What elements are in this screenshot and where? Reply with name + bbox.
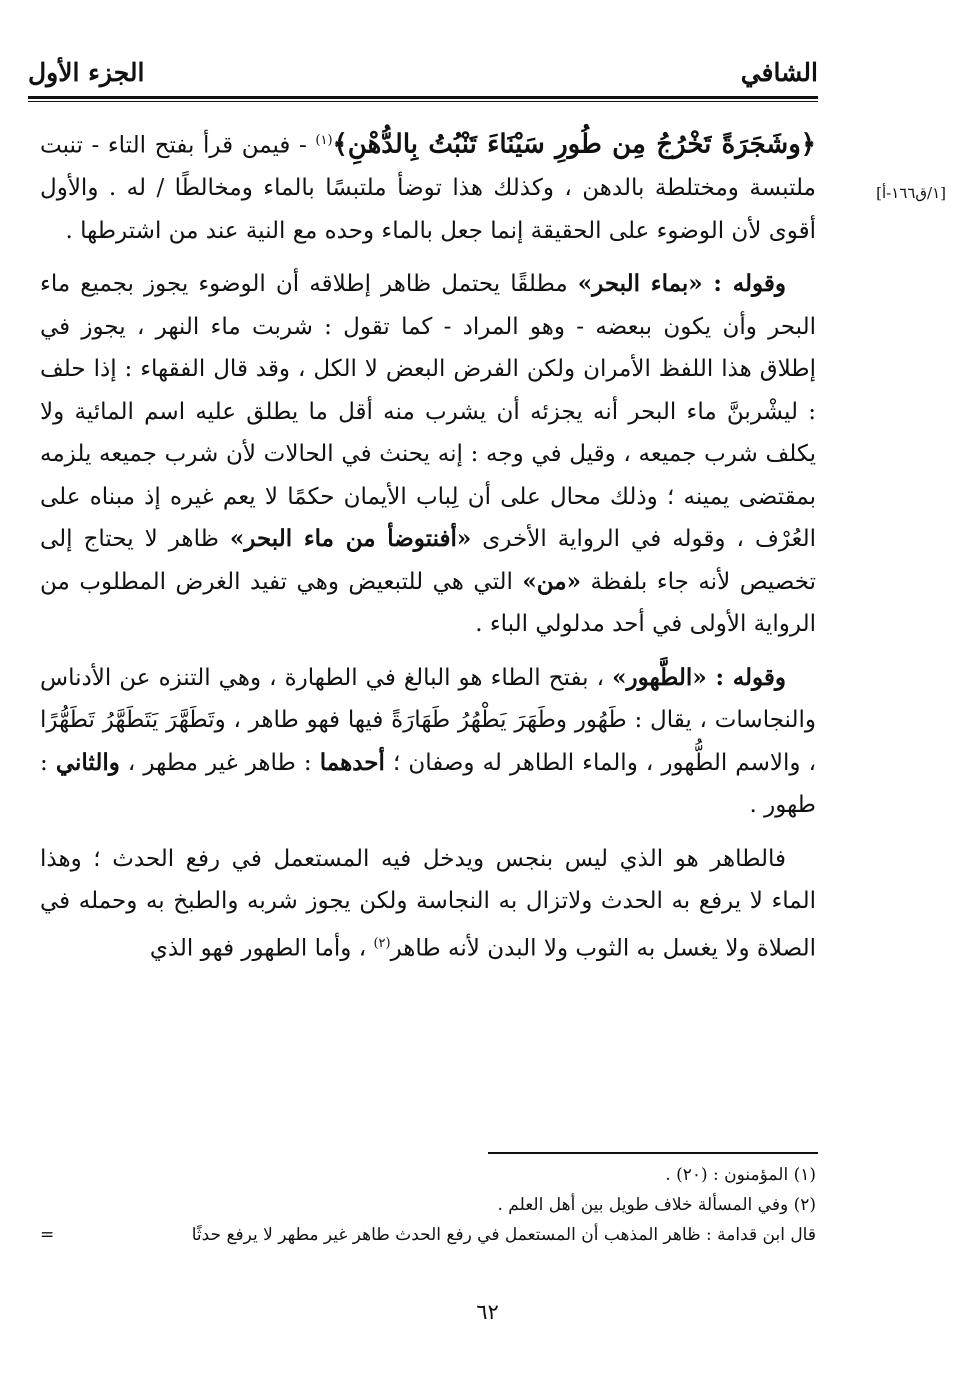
footnote-ref-2: (٢) <box>373 935 391 951</box>
part-label: الجزء الأول <box>28 58 145 87</box>
paragraph-4 <box>40 838 816 970</box>
paragraph-4-text-2: ، وأما الطهور فهو الذي <box>149 935 374 962</box>
footnote-1: (١) المؤمنون : (٢٠) . <box>665 1165 816 1185</box>
footnote-separator <box>488 1152 818 1154</box>
header-rule-thick <box>28 96 818 99</box>
book-title: الشافي <box>740 58 818 87</box>
page-number: ٦٢ <box>476 1300 499 1324</box>
paragraph-3-text-3: : طهور . <box>40 749 816 819</box>
term-sea-water: «بماء البحر» <box>577 270 703 298</box>
paragraph-2-lead: وقوله : <box>702 270 787 298</box>
quran-verse: ﴿وشَجَرَةً تَخْرُجُ مِن طُورِ سَيْنَاءَ تَنْبُتُ بِالدُّهْنِ﴾ <box>332 129 817 160</box>
term-min: «من» <box>522 567 581 595</box>
paragraph-2-text-2: ظاهر لا يحتاج إلى تخصيص لأنه جاء بلفظة <box>40 526 817 595</box>
paragraph-2 <box>40 263 816 646</box>
footnote-continuation-text: قال ابن قدامة : ظاهر المذهب أن المستعمل في رفع الحدث طاهر غير مطهر لا يرفع حدثًا <box>191 1225 816 1245</box>
footnote-ref-1: (١) <box>315 133 333 148</box>
term-second: والثاني <box>55 748 120 776</box>
paragraph-1 <box>40 120 816 252</box>
main-text <box>40 120 816 981</box>
header-rule-thin <box>28 101 818 102</box>
paragraph-3 <box>40 657 816 827</box>
paragraph-3-lead: وقوله : <box>706 663 787 691</box>
term-tahur: «الطَّهور» <box>612 663 707 691</box>
paragraph-2-text-1: مطلقًا يحتمل ظاهر إطلاقه أن الوضوء يجوز بجميع ماء البحر وأن يكون ببعضه - وهو المراد - كما تقول : شربت ماء النهر ، يجوز في إطلاق هذا اللفظ الأمران ولكن الفرض البعض لا الكل ، وقد قال الفقهاء : إذا حلف : ليشْربنَّ ماء البحر أنه يجزئه أن يشرب منه أقل ما يطلق عليه اسم المائية ولا يكلف شرب جميعه ، وقيل في وجه : إنه يحنث في الحالات لأن شرب جميعه يلزمه بمقتضى يمينه ؛ وذلك محال على أن لِباب الأيمان حكمًا لا يعم غيره إذ مبناه على العُرْف ، وقوله في الرواية الأخرى <box>40 271 816 553</box>
footnote-continuation <box>40 1220 816 1250</box>
paragraph-3-text-2: : طاهر غير مطهر ، <box>119 749 320 776</box>
page-header <box>28 52 818 100</box>
term-first: أحدهما <box>319 748 385 776</box>
footnote-2: (٢) وفي المسألة خلاف طويل بين أهل العلم . <box>497 1195 816 1215</box>
paragraph-1-text: - فيمن قرأ بفتح التاء - تنبت ملتبسة ومختلطة بالدهن ، وكذلك هذا توضأ ملتبسًا بالماء ومخالطًا / له . والأول أقوى لأن الوضوء على الحقيقة إنما جعل بالماء وحده مع النية عند من اشترطها . <box>40 132 816 244</box>
paragraph-2-text-3: التي هي للتبعيض وهي تفيد الغرض المطلوب من الرواية الأولى في أحد مدلولي الباء . <box>40 568 816 638</box>
footnotes <box>40 1160 816 1250</box>
paragraph-4-text-1: فالطاهر هو الذي ليس بنجس ويدخل فيه المستعمل في رفع الحدث ؛ وهذا الماء لا يرفع به الحدث ولاتزال به النجاسة ولكن يجوز شربه والطبخ به وحمله في الصلاة ولا يغسل به الثوب ولا البدن لأنه طاهر <box>40 845 816 962</box>
term-ablution-sea: «أفنتوضأ من ماء البحر» <box>229 525 472 553</box>
manuscript-folio-reference: [١/ق١٦٦-أ] <box>876 184 946 202</box>
paragraph-3-text-1: ، بفتح الطاء هو البالغ في الطهارة ، وهي التنزه عن الأدناس والنجاسات ، يقال : طَهُور وطَهَرَ يَطْهُرُ طَهَارَةً فيها فهو طاهر ، وتَطَهَّرَ يَتَطَهَّرُ تَطَهُّرًا ، والاسم الطُّهور ، والماء الطاهر له وصفان ؛ <box>40 664 817 776</box>
continuation-mark: = <box>40 1225 55 1245</box>
